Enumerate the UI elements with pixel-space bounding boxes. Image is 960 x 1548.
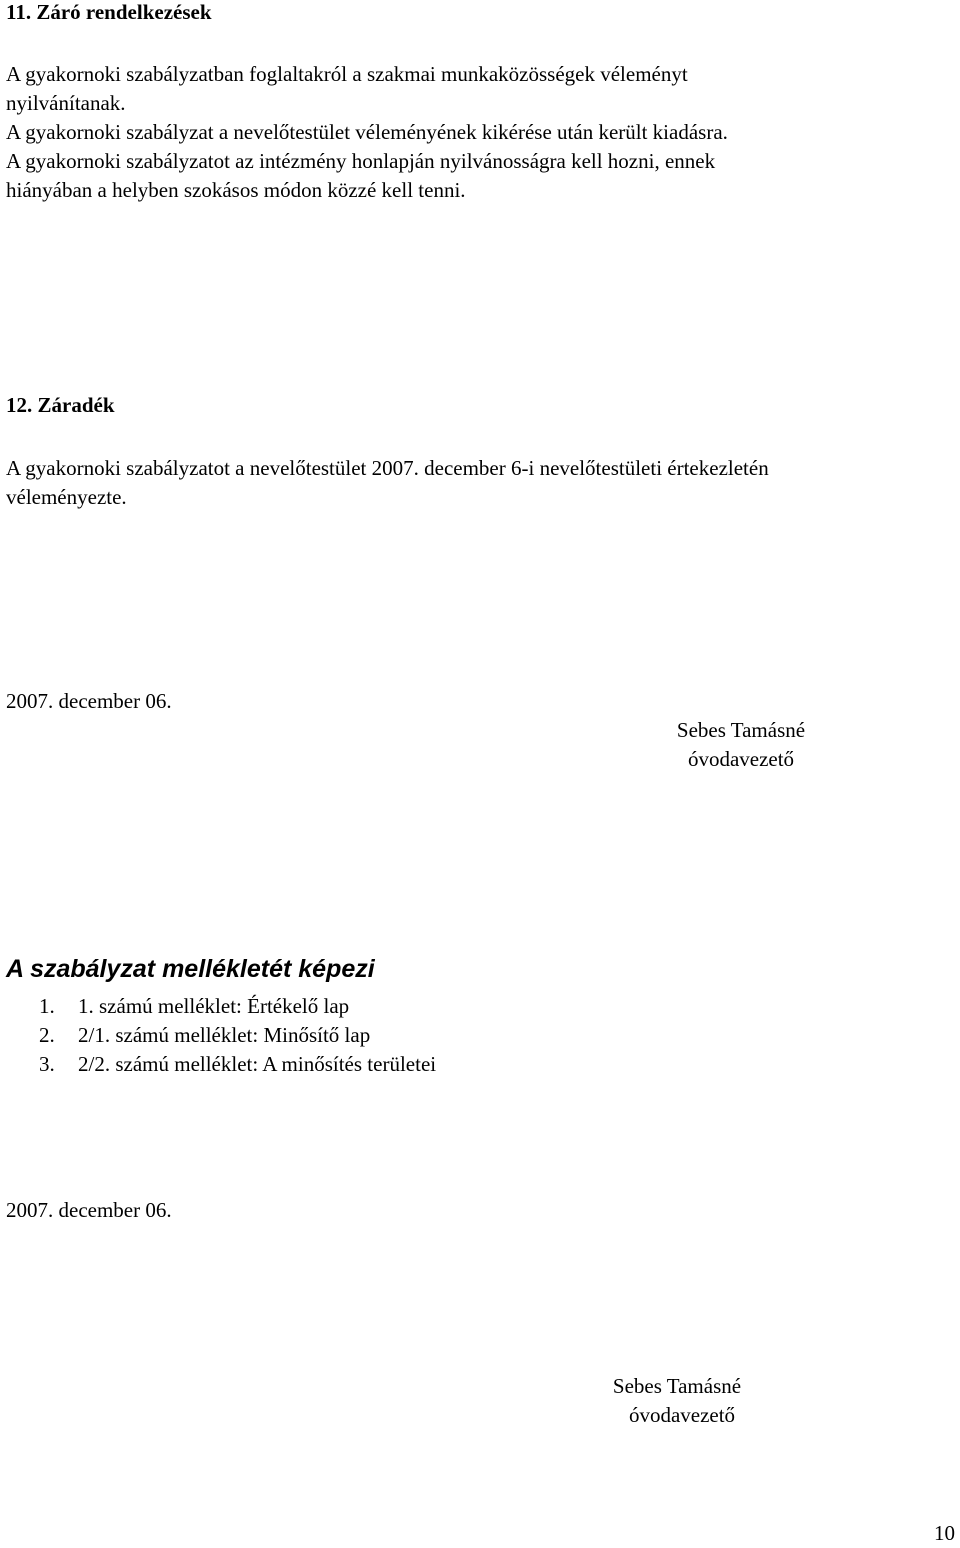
first-signer-role: óvodavezető	[687, 747, 795, 771]
section-11-title: 11. Záró rendelkezések	[6, 0, 212, 24]
first-signer-name: Sebes Tamásné	[676, 718, 806, 742]
list-item-number: 1.	[39, 994, 55, 1018]
list-item	[39, 992, 436, 1021]
second-signer-name: Sebes Tamásné	[612, 1374, 742, 1398]
list-item	[39, 1021, 436, 1050]
list-item-number: 3.	[39, 1052, 55, 1076]
annex-title: A szabályzat mellékletét képezi	[6, 955, 375, 983]
page-number: 10	[934, 1521, 955, 1545]
section-11-line-2: nyilvánítanak.	[6, 91, 126, 115]
list-item-text: 2/1. számú melléklet: Minősítő lap	[78, 1023, 371, 1047]
section-12-line-1: A gyakornoki szabályzatot a nevelőtestület 2007. december 6-i nevelőtestületi értekezletén	[6, 456, 769, 480]
list-item-number: 2.	[39, 1023, 55, 1047]
section-12-line-2: véleményezte.	[6, 485, 127, 509]
list-item	[39, 1050, 436, 1079]
first-date: 2007. december 06.	[6, 689, 172, 713]
annex-list	[39, 992, 436, 1079]
section-11-line-4: A gyakornoki szabályzatot az intézmény honlapján nyilvánosságra kell hozni, ennek	[6, 149, 716, 173]
second-signer-role: óvodavezető	[628, 1403, 736, 1427]
section-11-line-3: A gyakornoki szabályzat a nevelőtestület véleményének kikérése után került kiadásra.	[6, 120, 728, 144]
list-item-text: 2/2. számú melléklet: A minősítés területei	[78, 1052, 437, 1076]
section-12-title: 12. Záradék	[6, 393, 115, 417]
second-date: 2007. december 06.	[6, 1198, 172, 1222]
section-11-line-5: hiányában a helyben szokásos módon közzé kell tenni.	[6, 178, 466, 202]
section-11-line-1: A gyakornoki szabályzatban foglaltakról a szakmai munkaközösségek véleményt	[6, 62, 688, 86]
list-item-text: 1. számú melléklet: Értékelő lap	[78, 994, 350, 1018]
